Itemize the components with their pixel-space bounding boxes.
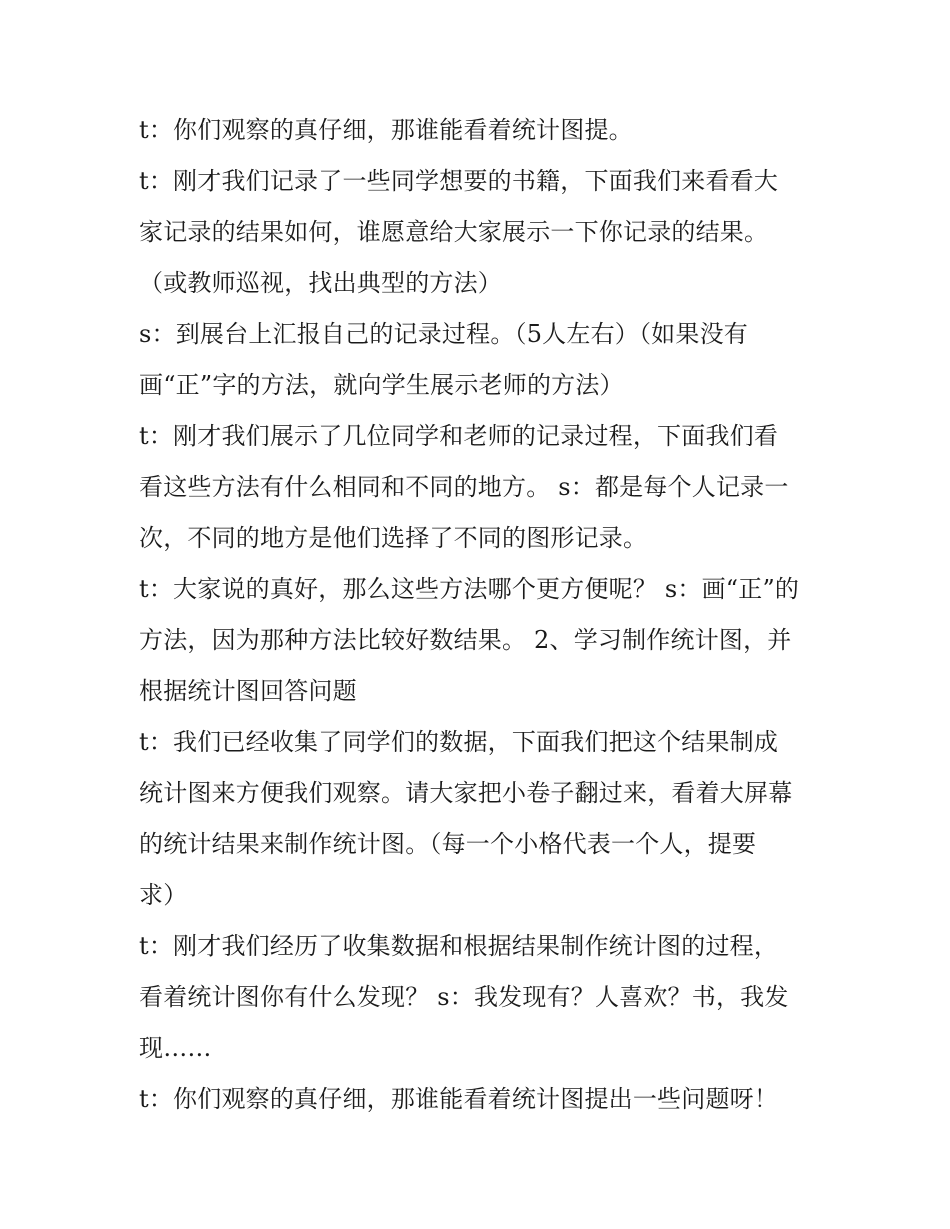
text-line: （或教师巡视，找出典型的方法） bbox=[139, 269, 502, 297]
text-line: 统计图来方便我们观察。请大家把小卷子翻过来，看着大屏幕 bbox=[139, 779, 793, 807]
text-line: s：到展台上汇报自己的记录过程。（5人左右）（如果没有 bbox=[139, 320, 748, 348]
text-line: 家记录的结果如何，谁愿意给大家展示一下你记录的结果。 bbox=[139, 218, 769, 246]
text-line: 次，不同的地方是他们选择了不同的图形记录。 bbox=[139, 524, 648, 552]
text-line: 根据统计图回答问题 bbox=[139, 677, 357, 705]
text-line: t：大家说的真好，那么这些方法哪个更方便呢？ s：画“正”的 bbox=[139, 575, 800, 603]
text-line: 方法，因为那种方法比较好数结果。 2、学习制作统计图，并 bbox=[139, 626, 792, 654]
text-line: 画“正”字的方法，就向学生展示老师的方法） bbox=[139, 371, 624, 399]
text-line: t：刚才我们记录了一些同学想要的书籍，下面我们来看看大 bbox=[139, 167, 779, 195]
text-line: t：我们已经收集了同学们的数据，下面我们把这个结果制成 bbox=[139, 728, 779, 756]
text-line: t：刚才我们经历了收集数据和根据结果制作统计图的过程， bbox=[139, 932, 779, 960]
text-line: 现…… bbox=[139, 1034, 212, 1062]
text-line: t：刚才我们展示了几位同学和老师的记录过程，下面我们看 bbox=[139, 422, 779, 450]
text-line: t：你们观察的真仔细，那谁能看着统计图提出一些问题呀！ bbox=[139, 1085, 779, 1113]
document-body bbox=[139, 105, 829, 1125]
text-line: 看着统计图你有什么发现？ s：我发现有？人喜欢？书，我发 bbox=[139, 983, 789, 1011]
text-line: 的统计结果来制作统计图。（每一个小格代表一个人，提要 bbox=[139, 830, 757, 858]
text-line: t：你们观察的真仔细，那谁能看着统计图提。 bbox=[139, 116, 633, 144]
text-line: 求） bbox=[139, 881, 188, 909]
text-line: 看这些方法有什么相同和不同的地方。 s：都是每个人记录一 bbox=[139, 473, 789, 501]
